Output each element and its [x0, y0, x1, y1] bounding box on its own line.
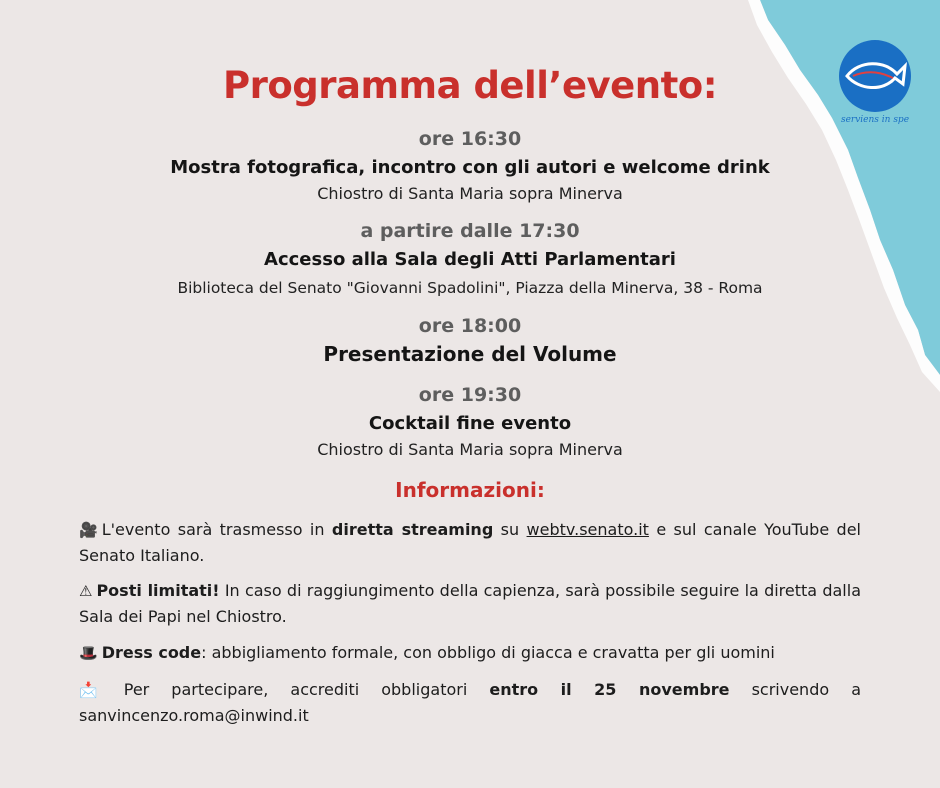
schedule-time-4: ore 19:30: [418, 384, 522, 406]
movie-camera-icon: 🎥: [79, 521, 98, 539]
logo-motto: serviens in spe: [840, 115, 910, 125]
schedule-location-1: Chiostro di Santa Maria sopra Minerva: [317, 184, 623, 203]
info-rsvp-paragraph: 📩 Per partecipare, accrediti obbligatori entro il 25 novembre scrivendo a sanvincenzo.roma@inwind.it: [79, 680, 862, 725]
schedule-time-3: ore 18:00: [418, 315, 522, 337]
schedule-location-2: Biblioteca del Senato "Giovanni Spadolini", Piazza della Minerva, 38 - Roma: [177, 279, 763, 297]
webtv-link[interactable]: webtv.senato.it: [526, 520, 649, 539]
warning-icon: ⚠: [79, 582, 93, 600]
envelope-arrow-icon: 📩: [79, 681, 98, 699]
info-section-title: Informazioni:: [395, 478, 545, 502]
schedule-heading-1: Mostra fotografica, incontro con gli autori e welcome drink: [170, 157, 770, 178]
info-seats-paragraph: ⚠ Posti limitati! In caso di raggiungimento della capienza, sarà possibile seguire la diretta dalla Sala dei Papi nel Chiostro.: [79, 581, 861, 626]
schedule-heading-4: Cocktail fine evento: [368, 413, 572, 434]
info-dress-paragraph: 🎩 Dress code: abbigliamento formale, con obbligo di giacca e cravatta per gli uomini: [79, 640, 861, 666]
schedule-heading-2: Accesso alla Sala degli Atti Parlamentari: [264, 249, 676, 270]
schedule-time-1: ore 16:30: [418, 128, 522, 150]
schedule-time-2: a partire dalle 17:30: [360, 220, 580, 242]
schedule-location-4: Chiostro di Santa Maria sopra Minerva: [317, 440, 623, 459]
top-hat-icon: 🎩: [79, 644, 98, 662]
schedule-heading-3: Presentazione del Volume: [323, 342, 617, 366]
info-streaming-paragraph: 🎥 L'evento sarà trasmesso in diretta streaming su webtv.senato.it e sul canale YouTube del Senato Italiano.: [79, 520, 861, 565]
page-title: Programma dell’evento:: [223, 64, 717, 107]
